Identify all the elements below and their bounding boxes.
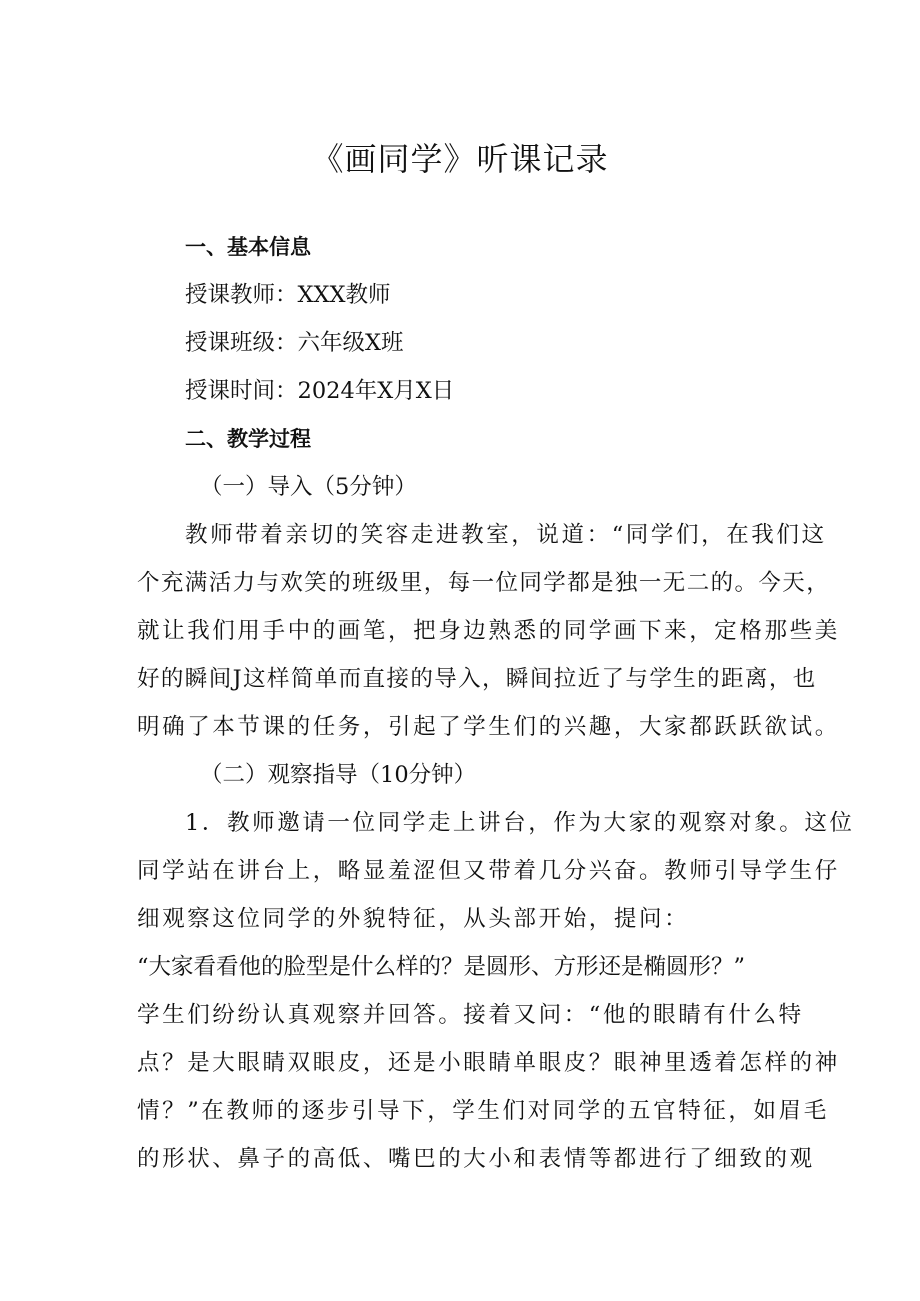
subsection-heading-intro: （一）导入（5分钟） — [200, 474, 417, 500]
paragraph-line: 细观察这位同学的外貌特征，从头部开始，提问： — [137, 906, 690, 932]
paragraph-line: 学生们纷纷认真观察并回答。接着又问：“他的眼睛有什么特 — [137, 1002, 804, 1028]
paragraph-line: 点？是大眼睛双眼皮，还是小眼睛单眼皮？眼神里透着怎样的神 — [137, 1050, 840, 1076]
paragraph-line: 就让我们用手中的画笔，把身边熟悉的同学画下来，定格那些美 — [137, 618, 840, 644]
info-class: 授课班级：六年级X班 — [185, 330, 404, 356]
info-time: 授课时间：2024年X月X日 — [185, 378, 455, 404]
paragraph-line: 1．教师邀请一位同学走上讲台，作为大家的观察对象。这位 — [185, 810, 855, 836]
document-title: 《画同学》听课记录 — [311, 140, 609, 178]
paragraph-line: 同学站在讲台上，略显羞涩但又带着几分兴奋。教师引导学生仔 — [137, 858, 840, 884]
paragraph-line: 教师带着亲切的笑容走进教室，说道：“同学们，在我们这 — [185, 522, 827, 548]
subsection-heading-observation: （二）观察指导（10分钟） — [200, 762, 477, 788]
section-heading-teaching-process: 二、教学过程 — [185, 427, 311, 451]
section-heading-basic-info: 一、基本信息 — [185, 235, 311, 259]
info-teacher: 授课教师：XXX教师 — [185, 282, 391, 308]
paragraph-line: 个充满活力与欢笑的班级里，每一位同学都是独一无二的。今天， — [137, 570, 831, 596]
paragraph-line: 的形状、鼻子的高低、嘴巴的大小和表情等都进行了细致的观 — [137, 1146, 815, 1172]
paragraph-line: “大家看看他的脸型是什么样的？是圆形、方形还是椭圆形？” — [137, 954, 746, 980]
paragraph-line: 明确了本节课的任务，引起了学生们的兴趣，大家都跃跃欲试。 — [137, 714, 840, 740]
paragraph-line: 情？”在教师的逐步引导下，学生们对同学的五官特征，如眉毛 — [137, 1098, 829, 1124]
paragraph-line: 好的瞬间J这样简单而直接的导入，瞬间拉近了与学生的距离，也 — [137, 666, 817, 692]
